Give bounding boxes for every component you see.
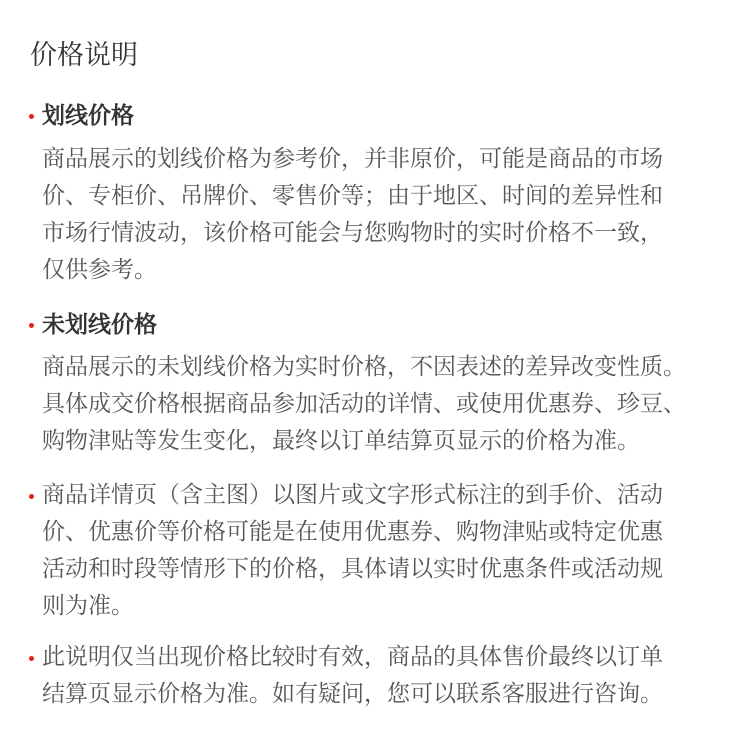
paragraph-line: 商品详情页（含主图）以图片或文字形式标注的到手价、活动 xyxy=(42,482,663,508)
paragraph-line: 价、专柜价、吊牌价、零售价等；由于地区、时间的差异性和 xyxy=(42,183,663,209)
section-body-strikethrough-price xyxy=(42,141,663,289)
paragraph-line: 市场行情波动，该价格可能会与您购物时的实时价格不一致， xyxy=(42,220,663,246)
section-body-non-strikethrough-price xyxy=(42,349,686,460)
paragraph-line: 结算页显示价格为准。如有疑问，您可以联系客服进行咨询。 xyxy=(42,681,663,707)
paragraph-line: 商品展示的未划线价格为实时价格，不因表述的差异改变性质。 xyxy=(42,354,686,380)
paragraph-line: 具体成交价格根据商品参加活动的详情、或使用优惠券、珍豆、 xyxy=(42,391,686,417)
bullet-dot xyxy=(29,323,34,328)
note-detail-page-price xyxy=(42,477,663,625)
paragraph-line: 商品展示的划线价格为参考价，并非原价，可能是商品的市场 xyxy=(42,146,663,172)
bullet-dot xyxy=(29,114,34,119)
paragraph-line: 活动和时段等情形下的价格，具体请以实时优惠条件或活动规 xyxy=(42,556,663,582)
paragraph-line: 此说明仅当出现价格比较时有效，商品的具体售价最终以订单 xyxy=(42,644,663,670)
paragraph-line: 仅供参考。 xyxy=(42,257,157,283)
note-price-comparison xyxy=(42,639,663,713)
paragraph-line: 购物津贴等发生变化，最终以订单结算页显示的价格为准。 xyxy=(42,428,640,454)
section-heading-strikethrough-price: 划线价格 xyxy=(42,103,134,129)
bullet-dot xyxy=(29,494,34,499)
paragraph-line: 则为准。 xyxy=(42,593,134,619)
bullet-dot xyxy=(29,656,34,661)
page-title: 价格说明 xyxy=(30,40,138,71)
section-heading-non-strikethrough-price: 未划线价格 xyxy=(42,312,157,338)
paragraph-line: 价、优惠价等价格可能是在使用优惠券、购物津贴或特定优惠 xyxy=(42,519,663,545)
